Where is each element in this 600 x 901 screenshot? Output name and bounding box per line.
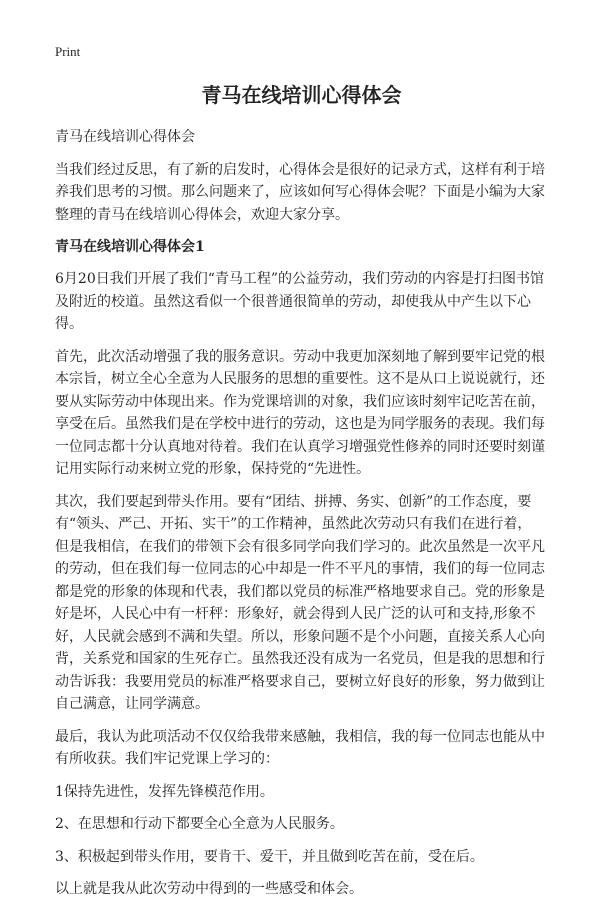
print-link[interactable]: Print — [55, 44, 81, 59]
list-item: 2、在思想和行动下都要全心全意为人民服务。 — [55, 816, 344, 832]
paragraph: 6月20日我们开展了我们“青马工程”的公益劳动，我们劳动的内容是打扫图书馆及附近的校道。虽然这看似一个很普通很简单的劳动，却使我从中产生以下心得。 — [55, 271, 545, 332]
paragraph: 首先，此次活动增强了我的服务意识。劳动中我更加深刻地了解到要牢记党的根本宗旨，树立全心全意为人民服务的思想的重要性。这不是从口上说说就行，还要从实际劳动中体现出来。作为党课培训的对象，我们应该时刻牢记吃苦在前，享受在后。虽然我们是在学校中进行的劳动，这也是为同学服务的表现。我们每一位同志都十分认真地对待着。我们在认真学习增强党性修养的同时还要时刻谨记用实际行动来树立党的形象，保持党的“先进性。 — [55, 348, 545, 477]
paragraph: 最后，我认为此项活动不仅仅给我带来感触，我相信，我的每一位同志也能从中有所收获。我们牢记党课上学习的： — [55, 728, 545, 767]
paragraph: 其次，我们要起到带头作用。要有“团结、拼搏、务实、创新”的工作态度，要有“领头、严己、开拓、实干”的工作精神，虽然此次劳动只有我们在进行着，但是我相信，在我们的带领下会有很多同学向我们学习的。此次虽然是一次平凡的劳动，但在我们每一位同志的心中却是一件不平凡的事情，我们的每一位同志都是党的形象的体现和代表，我们都以党员的标准严格地要求自己。党的形象是好是坏，人民心中有一杆秤：形象好，就会得到人民广泛的认可和支持,形象不好，人民就会感到不满和失望。所以，形象问题不是个小问题，直接关系人心向背，关系党和国家的生死存亡。虽然我还没有成为一名党员，但是我的思想和行动告诉我：我要用党员的标准严格要求自己，要树立好良好的形象，努力做到让自己满意，让同学满意。 — [55, 493, 545, 712]
document-subtitle: 青马在线培训心得体会 — [55, 129, 195, 145]
intro-paragraph: 当我们经过反思，有了新的启发时，心得体会是很好的记录方式，这样有利于培养我们思考的习惯。那么问题来了，应该如何写心得体会呢？下面是小编为大家整理的青马在线培训心得体会，欢迎大家分享。 — [55, 161, 545, 223]
paragraph: 以上就是我从此次劳动中得到的一些感受和体会。 — [55, 881, 363, 897]
list-item: 3、积极起到带头作用，要肯干、爱干，并且做到吃苦在前，受在后。 — [55, 848, 484, 865]
list-item: 1保持先进性，发挥先锋模范作用。 — [55, 783, 274, 800]
section-heading: 青马在线培训心得体会1 — [55, 239, 205, 255]
document-title: 青马在线培训心得体会 — [201, 83, 402, 107]
